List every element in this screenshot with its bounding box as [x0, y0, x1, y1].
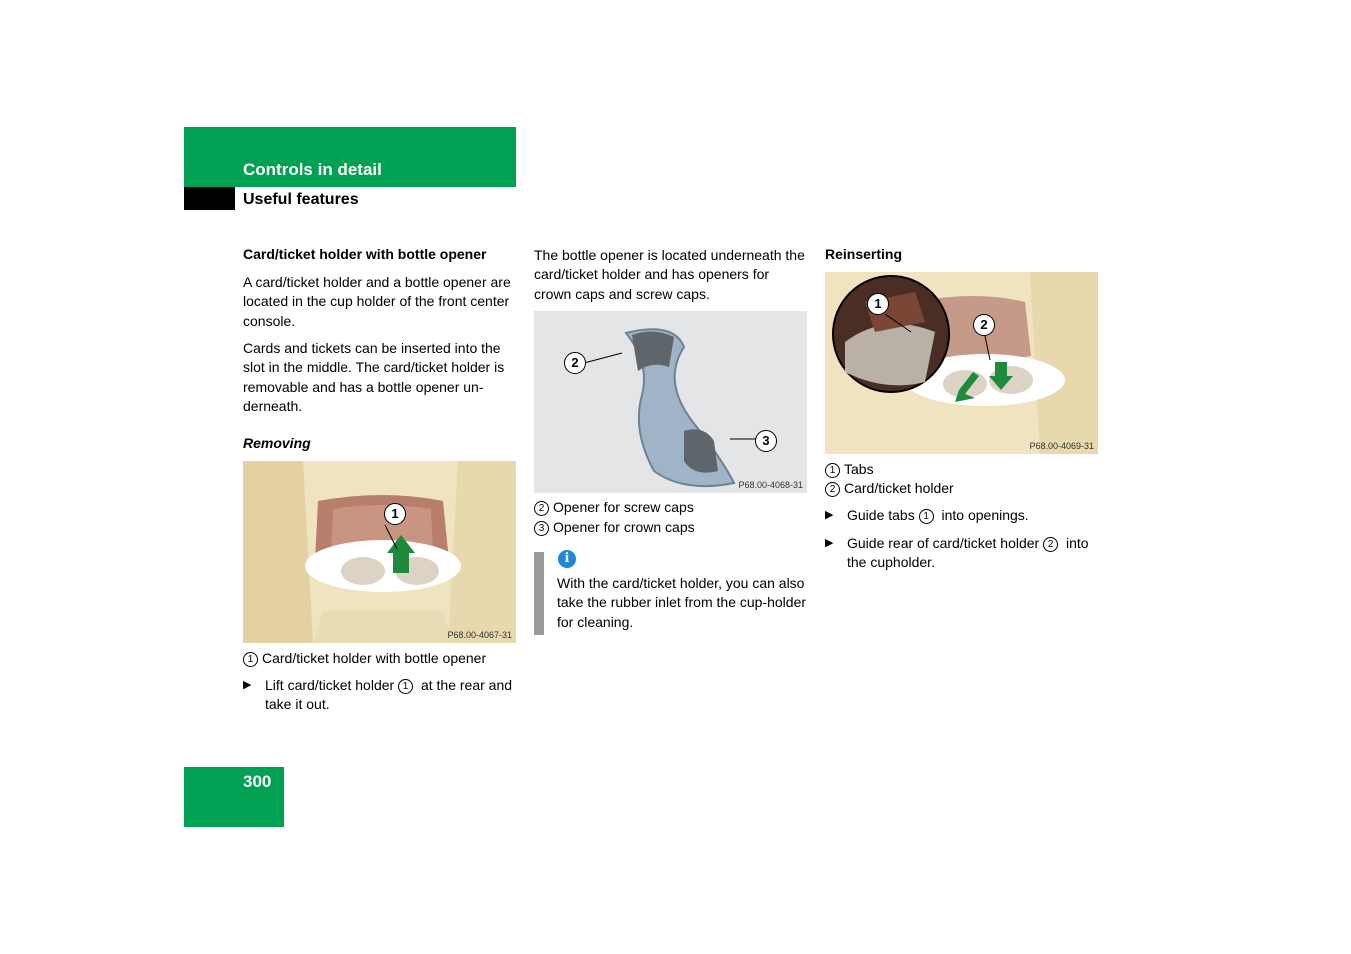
callout-1: 1: [384, 503, 406, 525]
col3-step1: [825, 506, 1095, 525]
col1-legend-item: [243, 649, 523, 668]
legend-text: Opener for crown caps: [553, 519, 695, 535]
step-ref-number: 1: [919, 509, 934, 524]
col1-para2: Cards and tickets can be inserted into the slot in the middle. The card/ticket holder is removable and has a bottle opener un-derneath.: [243, 340, 505, 414]
legend-text: Card/ticket holder with bottle opener: [262, 650, 487, 666]
step-text: Guide rear of card/ticket holder 2 into the cupholder.: [847, 535, 1089, 571]
section-title: Controls in detail: [243, 160, 382, 179]
legend-number: 1: [243, 652, 258, 667]
legend-text: Opener for screw caps: [553, 499, 694, 515]
callout-2: 2: [973, 314, 995, 336]
bullet-arrow-icon: ▶: [825, 537, 834, 549]
reinserting-illustration: [825, 272, 1098, 454]
step-ref-number: 1: [398, 679, 413, 694]
removing-label: Removing: [243, 435, 311, 451]
col3-step2: [825, 534, 1095, 573]
col3-legend-item: [825, 479, 1105, 498]
col1-heading: Card/ticket holder with bottle opener: [243, 246, 487, 262]
step-ref-number: 2: [1043, 537, 1058, 552]
legend-number: 3: [534, 521, 549, 536]
step-text: Lift card/ticket holder 1 at the rear and take it out.: [265, 677, 513, 713]
col1-step: [243, 676, 513, 715]
legend-number: 1: [825, 463, 840, 478]
legend-number: 2: [534, 501, 549, 516]
col1-para1: A card/ticket holder and a bottle opener are located in the cup holder of the front center console.: [243, 274, 511, 329]
callout-1: 1: [867, 293, 889, 315]
callout-2: 2: [564, 352, 586, 374]
subsection-title: Useful features: [243, 191, 359, 208]
col2-legend-item: [534, 498, 814, 517]
legend-text: Card/ticket holder: [844, 480, 954, 496]
callout-3: 3: [755, 430, 777, 452]
console-reinserting-drawing: [825, 272, 1098, 454]
bullet-arrow-icon: ▶: [825, 509, 834, 521]
image-code: P68.00-4068-31: [738, 480, 803, 490]
col3-legend-item: [825, 460, 1105, 479]
bottle-opener-illustration: [534, 311, 807, 493]
col3-heading: Reinserting: [825, 246, 903, 262]
legend-number: 2: [825, 482, 840, 497]
console-removing-drawing: [243, 461, 516, 643]
image-code: P68.00-4067-31: [447, 630, 512, 640]
page-number: 300: [243, 772, 272, 791]
info-text: With the card/ticket holder, you can also take the rubber inlet from the cup-holder for cleaning.: [557, 575, 807, 630]
legend-text: Tabs: [844, 461, 874, 477]
col2-legend-item: [534, 518, 814, 537]
col2-intro: The bottle opener is located underneath the card/ticket holder and has openers for crown caps and screw caps.: [534, 247, 805, 302]
bottle-opener-drawing: [534, 311, 807, 493]
subsection-marker: [184, 187, 235, 210]
info-bar: [534, 552, 544, 635]
bullet-arrow-icon: ▶: [243, 679, 252, 691]
info-icon: i: [558, 550, 576, 568]
image-code: P68.00-4069-31: [1029, 441, 1094, 451]
removing-illustration: [243, 461, 516, 643]
step-text: Guide tabs 1 into openings.: [847, 507, 1029, 523]
